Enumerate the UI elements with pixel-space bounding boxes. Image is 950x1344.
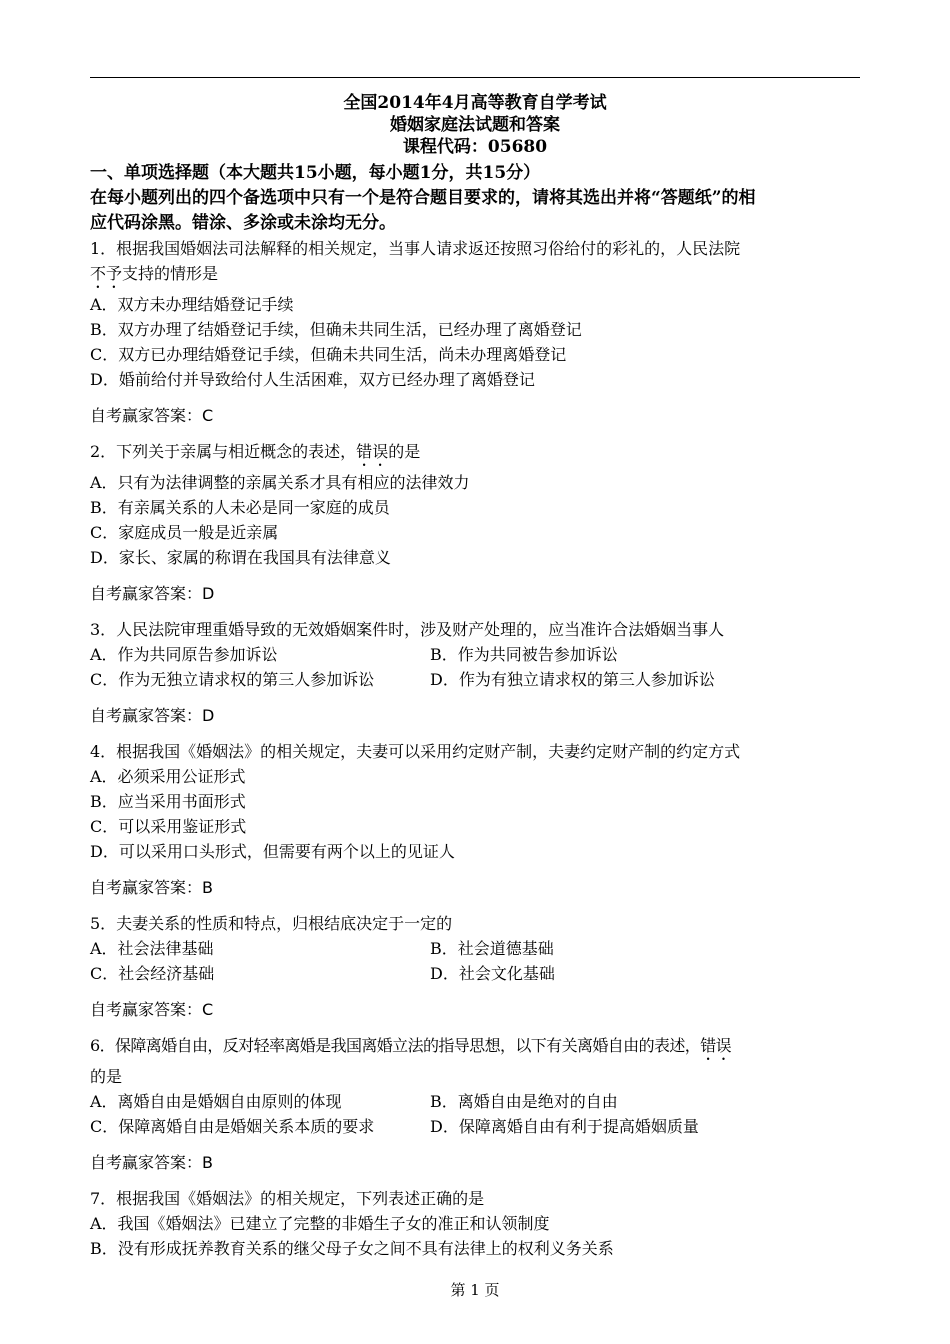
option-b: B．双方办理了结婚登记手续，但确未共同生活，已经办理了离婚登记 — [90, 320, 582, 339]
answer-line — [90, 403, 862, 428]
answer-value: D — [202, 584, 215, 603]
question-6 — [90, 1033, 862, 1175]
document-header — [90, 92, 860, 158]
instruction-line-2: 应代码涂黑。错涂、多涂或未涂均无分。 — [90, 213, 396, 233]
answer-label: 自考赢家答案： — [90, 1153, 203, 1172]
option-c: C．保障离婚自由是婚姻关系本质的要求 — [90, 1117, 375, 1136]
emphasis-text: 错误 — [356, 442, 389, 461]
question-stem: 5．夫妻关系的性质和特点，归根结底决定于一定的 — [90, 914, 453, 933]
option-b: B．有亲属关系的人未必是同一家庭的成员 — [90, 498, 390, 517]
answer-label: 自考赢家答案： — [90, 878, 203, 897]
course-code: 课程代码：05680 — [402, 137, 548, 157]
option-a: A．必须采用公证形式 — [90, 767, 246, 786]
document-title: 全国2014年4月高等教育自学考试 — [343, 93, 607, 113]
stem-text: 支持的情形是 — [122, 264, 219, 283]
option-c: C．作为无独立请求权的第三人参加诉讼 — [90, 670, 375, 689]
option-a: A．只有为法律调整的亲属关系才具有相应的法律效力 — [90, 473, 470, 492]
question-stem: 4．根据我国《婚姻法》的相关规定，夫妻可以采用约定财产制，夫妻约定财产制的约定方式 — [90, 742, 741, 761]
answer-line — [90, 1150, 862, 1175]
option-a: A．我国《婚姻法》已建立了完整的非婚生子女的准正和认领制度 — [90, 1214, 550, 1233]
option-b: B．作为共同被告参加诉讼 — [430, 645, 618, 664]
option-d: D．婚前给付并导致给付人生活困难，双方已经办理了离婚登记 — [90, 370, 535, 389]
emphasis-text: 不予 — [90, 264, 123, 283]
question-4 — [90, 739, 862, 900]
option-d: D．可以采用口头形式，但需要有两个以上的见证人 — [90, 842, 455, 861]
question-1 — [90, 236, 862, 428]
stem-text: 2．下列关于亲属与相近概念的表述， — [90, 442, 357, 461]
question-stem — [90, 439, 862, 470]
option-b: B．没有形成抚养教育关系的继父母子女之间不具有法律上的权利义务关系 — [90, 1239, 614, 1258]
option-d: D．作为有独立请求权的第三人参加诉讼 — [430, 670, 715, 689]
option-row — [90, 936, 862, 961]
option-row — [90, 667, 862, 692]
section-heading: 一、单项选择题（本大题共15小题，每小题1分，共15分） — [90, 163, 541, 183]
exam-body — [90, 161, 862, 1261]
option-row — [90, 642, 862, 667]
answer-line — [90, 997, 862, 1022]
question-stem: 3．人民法院审理重婚导致的无效婚姻案件时，涉及财产处理的，应当准许合法婚姻当事人 — [90, 620, 725, 639]
option-c: C．双方已办理结婚登记手续，但确未共同生活，尚未办理离婚登记 — [90, 345, 567, 364]
option-a: A．离婚自由是婚姻自由原则的体现 — [90, 1092, 342, 1111]
option-a: A．双方未办理结婚登记手续 — [90, 295, 294, 314]
answer-label: 自考赢家答案： — [90, 406, 203, 425]
option-c: C．家庭成员一般是近亲属 — [90, 523, 279, 542]
answer-label: 自考赢家答案： — [90, 584, 203, 603]
answer-line — [90, 875, 862, 900]
question-stem: 1．根据我国婚姻法司法解释的相关规定，当事人请求返还按照习俗给付的彩礼的，人民法院 — [90, 239, 741, 258]
answer-line — [90, 581, 862, 606]
option-a: A．社会法律基础 — [90, 939, 214, 958]
option-row — [90, 1089, 862, 1114]
option-b: B．离婚自由是绝对的自由 — [430, 1092, 618, 1111]
stem-text-end: 的是 — [388, 442, 421, 461]
stem-text: 6．保障离婚自由，反对轻率离婚是我国离婚立法的指导思想，以下有关离婚自由的表述， — [90, 1036, 701, 1055]
option-row — [90, 1114, 862, 1139]
answer-label: 自考赢家答案： — [90, 706, 203, 725]
option-d: D．社会文化基础 — [430, 964, 555, 983]
question-5 — [90, 911, 862, 1022]
option-d: D．保障离婚自由有利于提高婚姻质量 — [430, 1117, 699, 1136]
question-stem-continued — [90, 261, 862, 292]
option-b: B．社会道德基础 — [430, 939, 554, 958]
page-number: 第 1 页 — [450, 1281, 500, 1299]
option-a: A．作为共同原告参加诉讼 — [90, 645, 278, 664]
option-row — [90, 961, 862, 986]
answer-value: B — [202, 878, 213, 897]
option-c: C．社会经济基础 — [90, 964, 215, 983]
question-stem — [90, 1033, 862, 1064]
question-stem: 7．根据我国《婚姻法》的相关规定，下列表述正确的是 — [90, 1189, 485, 1208]
answer-line — [90, 703, 862, 728]
question-3 — [90, 617, 862, 728]
answer-value: D — [202, 706, 215, 725]
emphasis-text: 错误 — [700, 1036, 731, 1055]
top-rule — [90, 77, 860, 78]
option-d: D．家长、家属的称谓在我国具有法律意义 — [90, 548, 391, 567]
answer-label: 自考赢家答案： — [90, 1000, 203, 1019]
option-c: C．可以采用鉴证形式 — [90, 817, 247, 836]
answer-value: C — [202, 406, 214, 425]
question-2 — [90, 439, 862, 606]
answer-value: B — [202, 1153, 213, 1172]
question-stem-continued: 的是 — [90, 1067, 123, 1086]
document-subtitle: 婚姻家庭法试题和答案 — [390, 115, 560, 135]
option-b: B．应当采用书面形式 — [90, 792, 246, 811]
instruction-line-1: 在每小题列出的四个备选项中只有一个是符合题目要求的，请将其选出并将“答题纸”的相 — [90, 188, 756, 208]
question-7 — [90, 1186, 862, 1261]
answer-value: C — [202, 1000, 214, 1019]
